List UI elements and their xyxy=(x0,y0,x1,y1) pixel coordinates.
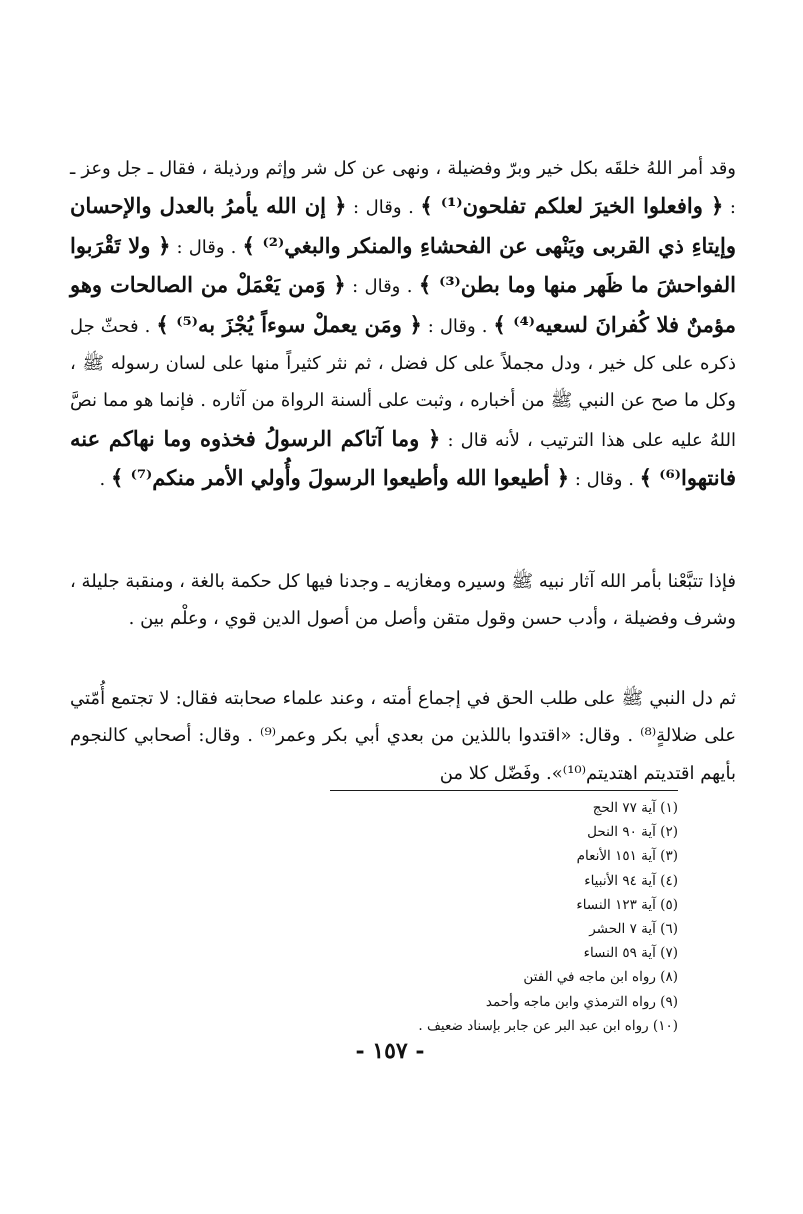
paragraph-1-text-3: . وقال : xyxy=(170,236,243,258)
footnote: (٤) آية ٩٤ الأنبياء xyxy=(584,872,678,889)
paragraph-1 xyxy=(70,150,736,499)
quran-verse-3: ﴿ ولا تَقْرَبوا الفواحشَ ما ظَهر منها وما بطن⁽³⁾ ﴾ xyxy=(70,232,736,298)
footnotes-list xyxy=(300,796,678,1038)
footnote-divider xyxy=(330,790,678,791)
quran-verse-7: ﴿ أطيعوا الله وأطيعوا الرسولَ وأُولي الأمر منكم⁽⁷⁾ ﴾ xyxy=(110,465,570,491)
quran-verse-2: ﴿ إن الله يأمرُ بالعدل والإحسان وإيتاءِ ذي القربى ويَنْهى عن الفحشاءِ والمنكر والبغي⁽²⁾ ﴾ xyxy=(70,193,736,258)
footnote: (٩) رواه الترمذي وابن ماجه وأحمد xyxy=(485,993,678,1010)
footnote: (٨) رواه ابن ماجه في الفتن xyxy=(523,969,678,986)
quran-verse-5: ﴿ ومَن يعملْ سوءاً يُجْزَ به⁽⁵⁾ ﴾ xyxy=(156,311,422,337)
quran-verse-6: ﴿ وما آتاكم الرسولُ فخذوه وما نهاكم عنه فانتهوا⁽⁶⁾ ﴾ xyxy=(70,425,736,491)
paragraph-1-text-5: . وقال : xyxy=(421,315,494,337)
paragraph-1-text-8: . xyxy=(99,469,111,491)
footnote: (١٠) رواه ابن عبد البر عن جابر بإسناد ضعيف . xyxy=(418,1017,678,1034)
paragraph-1-text-1: وقد أمر اللهُ خلقَه بكل خير وبرّ وفضيلة ، ونهى عن كل شر وإثم ورذيلة ، فقال ـ جل وعز ـ : xyxy=(70,158,736,219)
paragraph-1-text-4: . وقال : xyxy=(345,276,419,298)
page-number: - ١٥٧ - xyxy=(355,1038,425,1064)
footnote: (٣) آية ١٥١ الأنعام xyxy=(576,848,678,865)
footnote: (٢) آية ٩٠ النحل xyxy=(587,824,678,841)
footnote: (١) آية ٧٧ الحج xyxy=(592,800,678,816)
paragraph-2: فإذا تتبَّعْنا بأمر الله آثار نبيه ﷺ وسيره ومغازيه ـ وجدنا فيها كل حكمة بالغة ، ومنقبة جليلة ، وشرف وفضيلة ، وأدب حسن وقول متقن وأصل من أصول الدين قوي ، وعلْم بين . xyxy=(70,571,736,630)
quran-verse-4: ﴿ وَمن يَعْمَلْ من الصالحات وهو مؤمنٌ فلا كُفرانَ لسعيه⁽⁴⁾ ﴾ xyxy=(70,272,736,337)
paragraph-1-text-7: . وقال : xyxy=(569,469,640,491)
paragraph-1-text-2: . وقال : xyxy=(346,197,421,219)
footnote: (٧) آية ٥٩ النساء xyxy=(583,945,678,962)
quran-verse-1: ﴿ وافعلوا الخيرَ لعلكم تفلحون⁽¹⁾ ﴾ xyxy=(420,193,724,219)
footnote: (٥) آية ١٢٣ النساء xyxy=(576,896,678,913)
paragraph-3: ثم دل النبي ﷺ على طلب الحق في إجماع أمته ، وعند علماء صحابته فقال: لا تجتمع أُمّتي على ضلالةٍ⁽⁸⁾ . وقال: «اقتدوا باللذين من بعدي أبي بكر وعمر⁽⁹⁾ . وقال: أصحابي كالنجوم بأيهم اقتديتم اهتديتم⁽¹⁰⁾». وفَضّل كلا من xyxy=(70,688,736,784)
paragraph-1-text-6: . فحثّ جل ذكره على كل خير ، ودل مجملاً على كل فضل ، ثم نثر كثيراً منها على لسان رسوله ﷺ ، وكل ما صح عن النبي ﷺ من أخباره ، وثبت على ألسنة الرواة من آثاره . فإنما هو مما نصَّ اللهُ عليه على هذا الترتيب ، لأنه قال : xyxy=(70,315,737,451)
footnote: (٦) آية ٧ الحشر xyxy=(589,921,678,938)
